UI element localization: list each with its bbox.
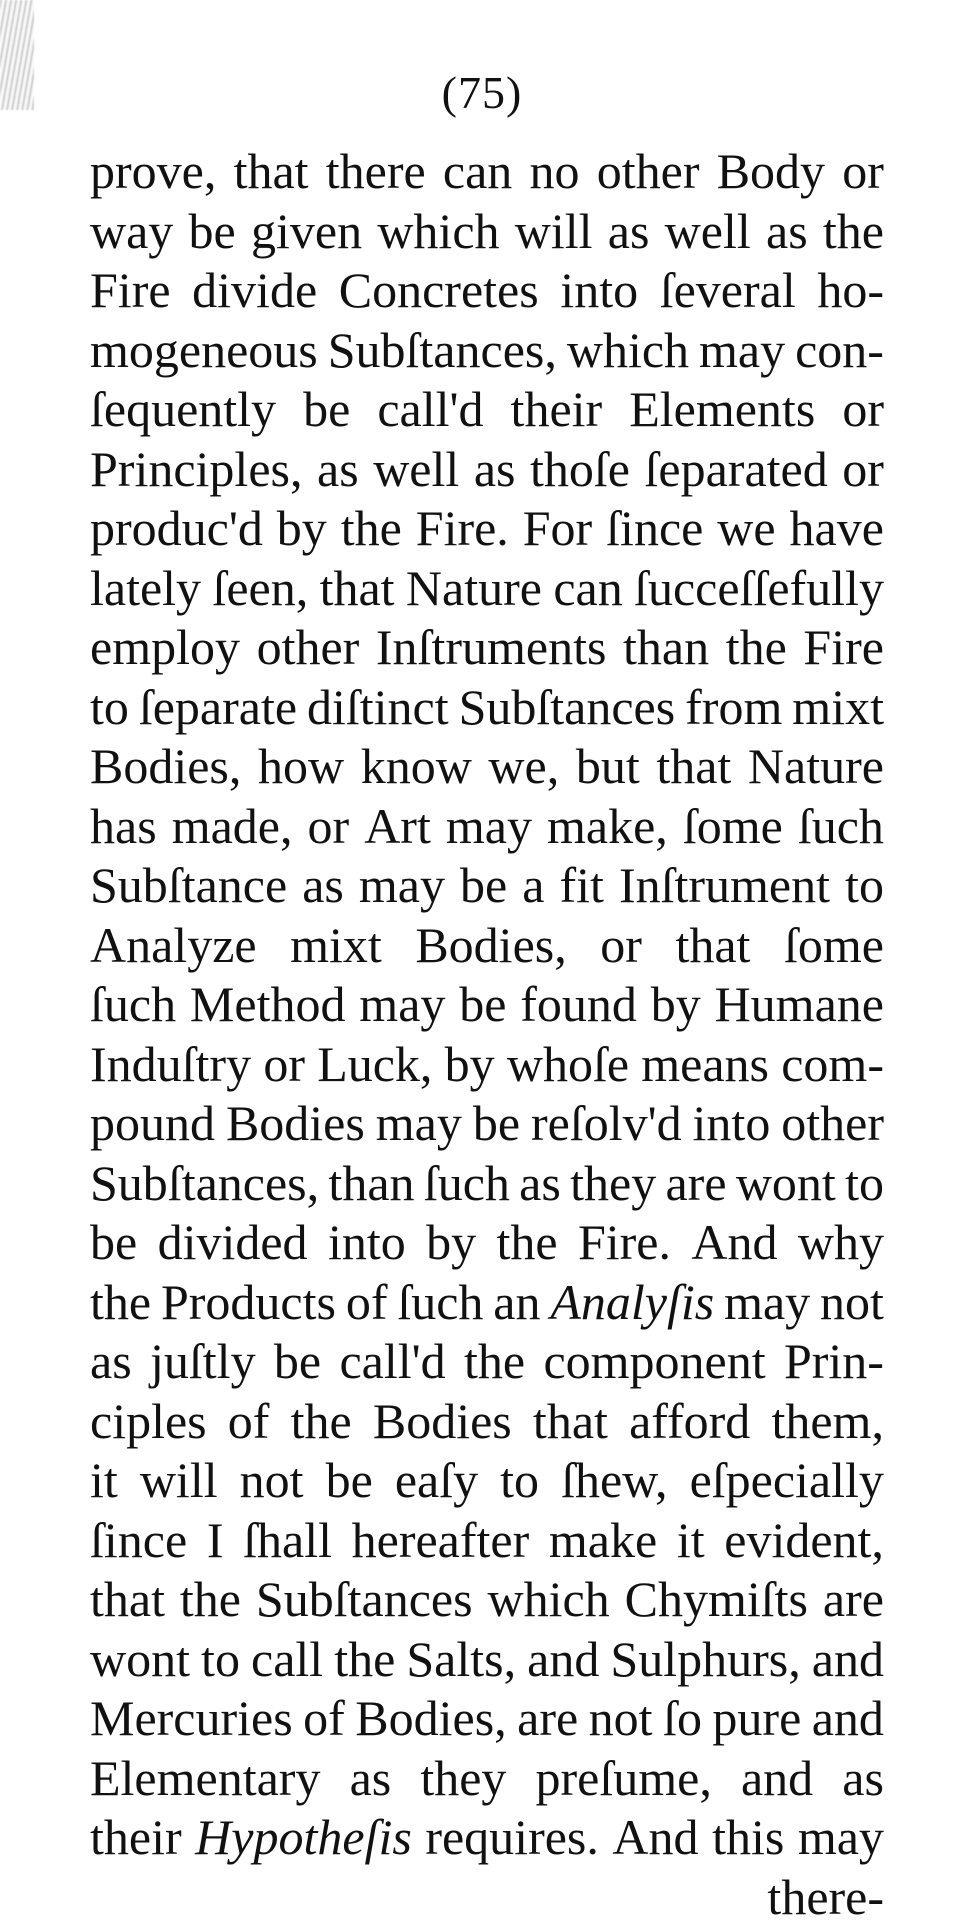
word: Fire.: [578, 1213, 671, 1273]
word: Bodies,: [90, 737, 241, 797]
word: evident,: [724, 1511, 884, 1571]
word: pound: [90, 1094, 215, 1154]
word: con-: [795, 321, 884, 381]
word: given: [251, 202, 362, 262]
word: mixt: [290, 916, 382, 976]
word: their: [90, 1808, 182, 1868]
word: call'd: [339, 1332, 445, 1392]
word: may: [798, 1808, 884, 1868]
text-line: [90, 499, 884, 559]
word: it: [90, 1451, 118, 1511]
word: means: [641, 1035, 769, 1095]
word: will: [140, 1451, 218, 1511]
word: to: [500, 1451, 539, 1511]
word: may: [359, 856, 445, 916]
word: wont: [90, 1630, 190, 1690]
word: as: [519, 1154, 561, 1214]
word: by: [445, 1035, 495, 1095]
word: that: [234, 142, 309, 202]
word: Sulphurs,: [610, 1630, 800, 1690]
word: ſhew,: [561, 1451, 667, 1511]
word: call'd: [377, 380, 483, 440]
word: why: [798, 1213, 884, 1273]
word: it: [677, 1511, 705, 1571]
word: that: [533, 1392, 608, 1452]
word: may: [376, 1094, 462, 1154]
word: Art: [364, 797, 431, 857]
word: ſequently: [90, 380, 276, 440]
word: no: [530, 142, 580, 202]
word: ſuch: [798, 797, 884, 857]
word: reſolv'd: [531, 1094, 682, 1154]
text-line: [90, 1035, 884, 1095]
word: we: [717, 499, 775, 559]
word: Analyze: [90, 916, 257, 976]
text-line: [90, 1749, 884, 1809]
word: how: [258, 737, 344, 797]
text-line: [90, 797, 884, 857]
word: Chymiſts: [625, 1570, 808, 1630]
word: other: [781, 1094, 884, 1154]
word: divide: [192, 261, 317, 321]
word: or: [842, 380, 884, 440]
word: as: [317, 440, 359, 500]
word: ciples: [90, 1392, 207, 1452]
word: or: [842, 440, 884, 500]
word: be: [473, 1094, 520, 1154]
text-line: [90, 916, 884, 976]
word: ſeparated: [645, 440, 828, 500]
word: them,: [771, 1392, 883, 1452]
word: be: [90, 1213, 137, 1273]
word: as: [608, 202, 650, 262]
word: Fire: [803, 618, 884, 678]
word: Method: [190, 975, 346, 1035]
word: will: [515, 202, 593, 262]
text-line: [90, 321, 884, 381]
word: Bodies,: [415, 916, 566, 976]
word: And: [691, 1213, 777, 1273]
word: I: [207, 1511, 224, 1571]
word: from: [685, 678, 782, 738]
word: the: [496, 1213, 557, 1273]
word: may: [724, 1273, 810, 1333]
word: the: [823, 202, 884, 262]
word: be: [303, 380, 350, 440]
word: we,: [488, 737, 559, 797]
word: found: [520, 975, 637, 1035]
word: Elementary: [90, 1749, 320, 1809]
word: employ: [90, 618, 240, 678]
word: Fire.: [416, 499, 509, 559]
word: ſucceſſefully: [634, 559, 884, 619]
word: their: [511, 380, 603, 440]
text-line: [90, 1451, 884, 1511]
word: make,: [547, 797, 668, 857]
word: be: [326, 1451, 373, 1511]
word: Inſtrument: [619, 856, 830, 916]
word: Nature: [406, 559, 542, 619]
word: well: [665, 202, 751, 262]
word: an: [493, 1273, 540, 1333]
word: the: [726, 618, 787, 678]
text-line: [90, 380, 884, 440]
text-line: [90, 737, 884, 797]
text-line: [90, 1273, 884, 1333]
word: as: [842, 1749, 884, 1809]
word: that: [675, 916, 750, 976]
word: other: [257, 618, 360, 678]
text-line: [90, 1213, 884, 1273]
text-line: [90, 559, 884, 619]
word: than: [328, 1154, 414, 1214]
text-line: [90, 1808, 884, 1868]
word: has: [90, 797, 157, 857]
word: that: [656, 737, 731, 797]
text-line: [90, 856, 884, 916]
word: but: [576, 737, 640, 797]
word: the: [180, 1570, 241, 1630]
word: be: [460, 856, 507, 916]
word: not: [240, 1451, 304, 1511]
word: or: [842, 142, 884, 202]
text-line: [90, 1511, 884, 1571]
word: Elements: [629, 380, 815, 440]
word: the: [341, 499, 402, 559]
word: requires.: [425, 1808, 599, 1868]
word: way: [90, 202, 173, 262]
word: Subſtances: [256, 1570, 473, 1630]
word: thoſe: [530, 440, 630, 500]
word: ſuch: [397, 1273, 483, 1333]
text-line: [90, 202, 884, 262]
word: pure: [712, 1689, 801, 1749]
word: be: [459, 975, 506, 1035]
word: that: [320, 559, 395, 619]
word: as: [474, 440, 516, 500]
word: Nature: [748, 737, 884, 797]
word: Prin-: [784, 1332, 884, 1392]
word: to: [201, 1630, 240, 1690]
word: ſo: [663, 1689, 702, 1749]
word: not: [820, 1273, 884, 1333]
word: the: [291, 1392, 352, 1452]
word: of: [346, 1273, 388, 1333]
word: ſeen,: [212, 559, 308, 619]
word: ho-: [817, 261, 884, 321]
word: prove,: [90, 142, 216, 202]
word: call: [251, 1630, 323, 1690]
word: wont: [736, 1154, 836, 1214]
word: and: [812, 1630, 884, 1690]
word: Body: [717, 142, 825, 202]
word: as: [90, 1332, 132, 1392]
word: other: [597, 142, 700, 202]
word: they: [570, 1154, 656, 1214]
word: Humane: [715, 975, 884, 1035]
word: or: [308, 797, 350, 857]
text-line: [90, 618, 884, 678]
word: ſome: [784, 916, 884, 976]
word: juſtly: [150, 1332, 256, 1392]
word: Mercuries: [90, 1689, 293, 1749]
word: component: [543, 1332, 765, 1392]
word: are: [823, 1570, 884, 1630]
word: by: [426, 1213, 476, 1273]
word: and: [812, 1689, 884, 1749]
word: Bodies: [226, 1094, 365, 1154]
text-line: [90, 1094, 884, 1154]
word: may: [359, 975, 445, 1035]
word: the: [464, 1332, 525, 1392]
word: to: [845, 856, 884, 916]
word: may: [699, 321, 785, 381]
word: are: [665, 1154, 726, 1214]
word: than: [623, 618, 709, 678]
word: Products: [161, 1273, 336, 1333]
word: diſtinct: [307, 678, 449, 738]
word: the: [90, 1273, 151, 1333]
word: as: [350, 1749, 392, 1809]
word: ſeparate: [139, 678, 297, 738]
word: com-: [781, 1035, 884, 1095]
text-line: [90, 1154, 884, 1214]
word: ſome: [683, 797, 783, 857]
word: Principles,: [90, 440, 302, 500]
word: of: [228, 1392, 270, 1452]
text-line: [90, 678, 884, 738]
word: can: [443, 142, 512, 202]
word: they: [420, 1749, 506, 1809]
word: have: [790, 499, 884, 559]
word: which: [567, 321, 689, 381]
word: Subſtances,: [328, 321, 557, 381]
word: into: [560, 261, 638, 321]
word: may: [446, 797, 532, 857]
word: Fire: [90, 261, 171, 321]
word: can: [553, 559, 622, 619]
word: For: [523, 499, 592, 559]
word: divided: [158, 1213, 308, 1273]
word: Salts,: [406, 1630, 516, 1690]
text-line: [90, 1392, 884, 1452]
word: are: [517, 1689, 578, 1749]
text-line: [90, 142, 884, 202]
word: and: [527, 1630, 599, 1690]
word: Concretes: [339, 261, 539, 321]
word: which: [377, 202, 499, 262]
word: know: [361, 737, 472, 797]
word: eſpecially: [690, 1451, 884, 1511]
word: into: [328, 1213, 406, 1273]
word: that: [90, 1570, 165, 1630]
word: made,: [172, 797, 293, 857]
word: lately: [90, 559, 201, 619]
word: mixt: [792, 678, 884, 738]
text-line: [90, 1332, 884, 1392]
text-line: [90, 975, 884, 1035]
word: Subſtances: [459, 678, 676, 738]
word: as: [766, 202, 808, 262]
word: into: [693, 1094, 771, 1154]
word: there: [326, 142, 426, 202]
word: not: [589, 1689, 653, 1749]
word: whoſe: [507, 1035, 629, 1095]
word: a: [522, 856, 544, 916]
text-line: [90, 1868, 884, 1927]
word: ſeveral: [660, 261, 796, 321]
word: produc'd: [90, 499, 263, 559]
word: by: [277, 499, 327, 559]
word: to: [845, 1154, 884, 1214]
word: ſuch: [90, 975, 176, 1035]
word: eaſy: [395, 1451, 478, 1511]
word: as: [302, 856, 344, 916]
text-line: [90, 1689, 884, 1749]
text-line: [90, 1630, 884, 1690]
word: of: [303, 1689, 345, 1749]
word: Luck,: [317, 1035, 432, 1095]
word: by: [651, 975, 701, 1035]
word: preſume,: [536, 1749, 712, 1809]
word: to: [90, 678, 129, 738]
word: the: [334, 1630, 395, 1690]
text-line: [90, 1570, 884, 1630]
word: fit: [559, 856, 603, 916]
word: Analyſis: [550, 1273, 714, 1333]
word: this: [712, 1808, 784, 1868]
body-text: [90, 142, 884, 1927]
word: Bodies,: [355, 1689, 506, 1749]
word: ſuch: [424, 1154, 510, 1214]
word: Inſtruments: [376, 618, 607, 678]
word: And: [612, 1808, 698, 1868]
word: be: [274, 1332, 321, 1392]
word: mogeneous: [90, 321, 318, 381]
word: which: [487, 1570, 609, 1630]
word: ſhall: [243, 1511, 332, 1571]
word: or: [263, 1035, 305, 1095]
text-line: [90, 440, 884, 500]
page-number: (75): [0, 70, 964, 116]
word: hereafter: [352, 1511, 530, 1571]
word: well: [373, 440, 459, 500]
word: Subſtances,: [90, 1154, 319, 1214]
word: ſince: [606, 499, 703, 559]
word: there-: [767, 1868, 884, 1927]
word: make: [549, 1511, 657, 1571]
word: ſince: [90, 1511, 187, 1571]
word: Hypotheſis: [195, 1808, 412, 1868]
word: and: [741, 1749, 813, 1809]
word: Subſtance: [90, 856, 287, 916]
word: afford: [629, 1392, 750, 1452]
word: Bodies: [373, 1392, 512, 1452]
word: be: [189, 202, 236, 262]
word: Induſtry: [90, 1035, 251, 1095]
word: or: [600, 916, 642, 976]
text-line: [90, 261, 884, 321]
